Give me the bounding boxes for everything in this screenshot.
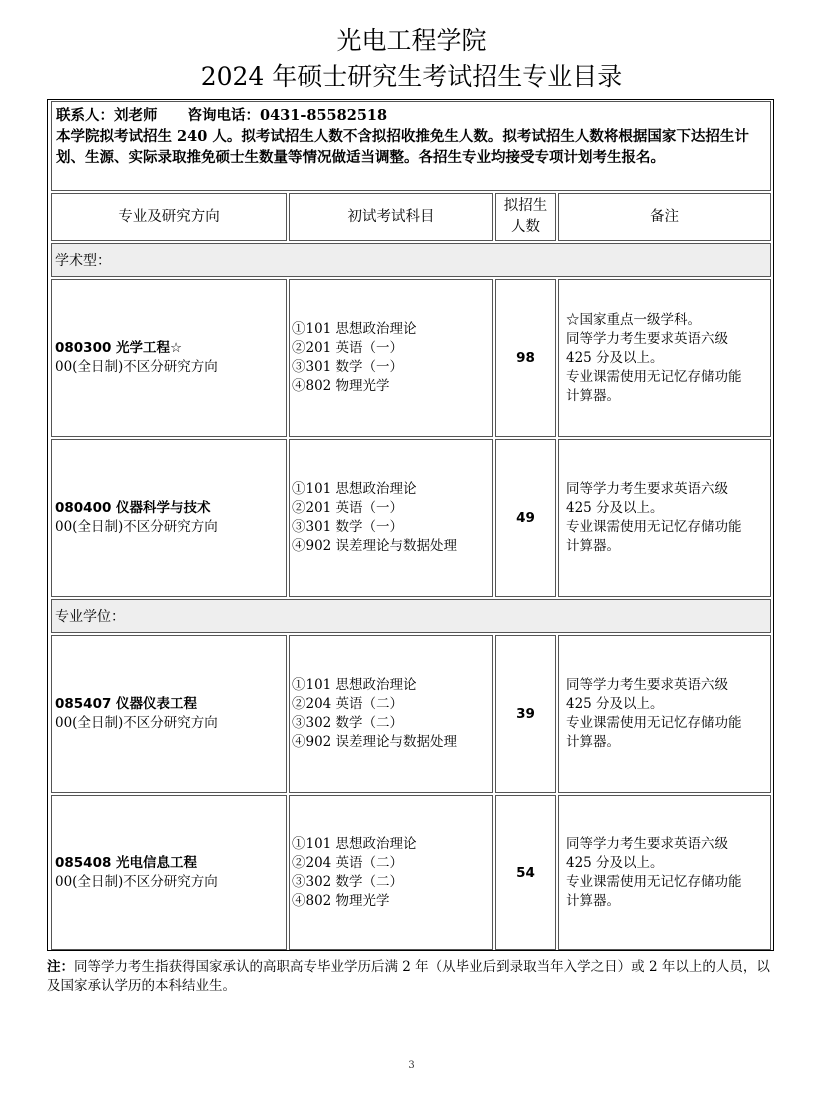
footnote-text: 同等学力考生指获得国家承认的高职高专毕业学历后满 2 年（从毕业后到录取当年入学之日）或 2 年以上的人员，以及国家承认学历的本科结业生。	[47, 959, 770, 994]
page-number: 3	[408, 1060, 415, 1071]
section-academic: 学术型：	[51, 243, 771, 277]
table-row-remarks	[558, 439, 771, 597]
subject-item: ②204 英语（二）	[292, 854, 404, 871]
header-major: 专业及研究方向	[51, 193, 287, 241]
remark-line: 计算器。	[566, 734, 620, 750]
remark-line: 同等学力考生要求英语六级	[566, 677, 728, 693]
remark-line: 专业课需使用无记忆存储功能	[566, 368, 742, 385]
remark-line: ☆国家重点一级学科。	[566, 311, 701, 328]
remark-line: 同等学力考生要求英语六级	[566, 481, 728, 497]
remark-line: 同等学力考生要求英语六级	[566, 330, 728, 347]
major-direction: 00(全日制)不区分研究方向	[55, 359, 218, 375]
document-title: 2024 年硕士研究生考试招生专业目录	[200, 62, 623, 91]
header-subjects: 初试考试科目	[289, 193, 493, 241]
table-row-major	[51, 795, 287, 950]
section-professional: 专业学位：	[51, 599, 771, 633]
remark-line: 425 分及以上。	[566, 349, 664, 366]
table-row-major	[51, 439, 287, 597]
remark-line: 计算器。	[566, 387, 620, 404]
quota-value: 54	[495, 795, 556, 950]
subject-item: ①101 思想政治理论	[292, 321, 417, 337]
quota-value: 39	[495, 635, 556, 793]
remark-line: 专业课需使用无记忆存储功能	[566, 873, 742, 890]
header-remarks: 备注	[558, 193, 771, 241]
subject-item: ③301 数学（一）	[292, 519, 404, 535]
subject-item: ③302 数学（二）	[292, 715, 404, 731]
table-row-subjects	[289, 439, 493, 597]
table-row-subjects	[289, 279, 493, 437]
subject-item: ④802 物理光学	[292, 892, 390, 909]
remark-line: 计算器。	[566, 538, 620, 554]
subject-item: ④902 误差理论与数据处理	[292, 734, 458, 750]
table-row-major	[51, 279, 287, 437]
admission-description: 本学院拟考试招生 240 人。拟考试招生人数不含拟招收推免生人数。拟考试招生人数将根据国家下达招生计划、生源、实际录取推免硕士生数量等情况做适当调整。各招生专业均接受专项计划考生报名。	[56, 128, 749, 166]
subject-item: ③302 数学（二）	[292, 873, 404, 890]
major-name: 085408 光电信息工程	[55, 854, 198, 871]
subject-item: ③301 数学（一）	[292, 359, 404, 375]
remark-line: 425 分及以上。	[566, 500, 664, 516]
remark-line: 计算器。	[566, 892, 620, 909]
table-row-remarks	[558, 279, 771, 437]
major-name: 080300 光学工程☆	[55, 340, 183, 356]
remark-line: 专业课需使用无记忆存储功能	[566, 519, 742, 535]
footnote-label: 注：	[47, 959, 74, 975]
remark-line: 425 分及以上。	[566, 696, 664, 712]
footnote	[47, 958, 779, 996]
major-name: 080400 仪器科学与技术	[55, 500, 211, 516]
subject-item: ①101 思想政治理论	[292, 677, 417, 693]
remark-line: 同等学力考生要求英语六级	[566, 835, 728, 852]
quota-value: 49	[495, 439, 556, 597]
major-direction: 00(全日制)不区分研究方向	[55, 715, 218, 731]
major-name: 085407 仪器仪表工程	[55, 696, 198, 712]
subject-item: ②201 英语（一）	[292, 340, 404, 356]
remark-line: 专业课需使用无记忆存储功能	[566, 715, 742, 731]
table-row-major	[51, 635, 287, 793]
table-row-subjects	[289, 635, 493, 793]
table-row-subjects	[289, 795, 493, 950]
school-title: 光电工程学院	[336, 26, 487, 55]
remark-line: 425 分及以上。	[566, 854, 664, 871]
table-row-remarks	[558, 635, 771, 793]
contact-phone: 咨询电话：0431-85582518	[187, 107, 388, 124]
contact-person: 联系人：刘老师	[56, 107, 158, 124]
subject-item: ①101 思想政治理论	[292, 835, 417, 852]
table-row-remarks	[558, 795, 771, 950]
major-direction: 00(全日制)不区分研究方向	[55, 873, 218, 890]
subject-item: ②204 英语（二）	[292, 696, 404, 712]
subject-item: ①101 思想政治理论	[292, 481, 417, 497]
contact-info-box	[51, 101, 771, 191]
subject-item: ②201 英语（一）	[292, 500, 404, 516]
header-quota: 拟招生人数	[495, 193, 556, 241]
major-direction: 00(全日制)不区分研究方向	[55, 519, 218, 535]
contact-line	[56, 105, 766, 126]
quota-value: 98	[495, 279, 556, 437]
subject-item: ④902 误差理论与数据处理	[292, 538, 458, 554]
subject-item: ④802 物理光学	[292, 378, 390, 394]
